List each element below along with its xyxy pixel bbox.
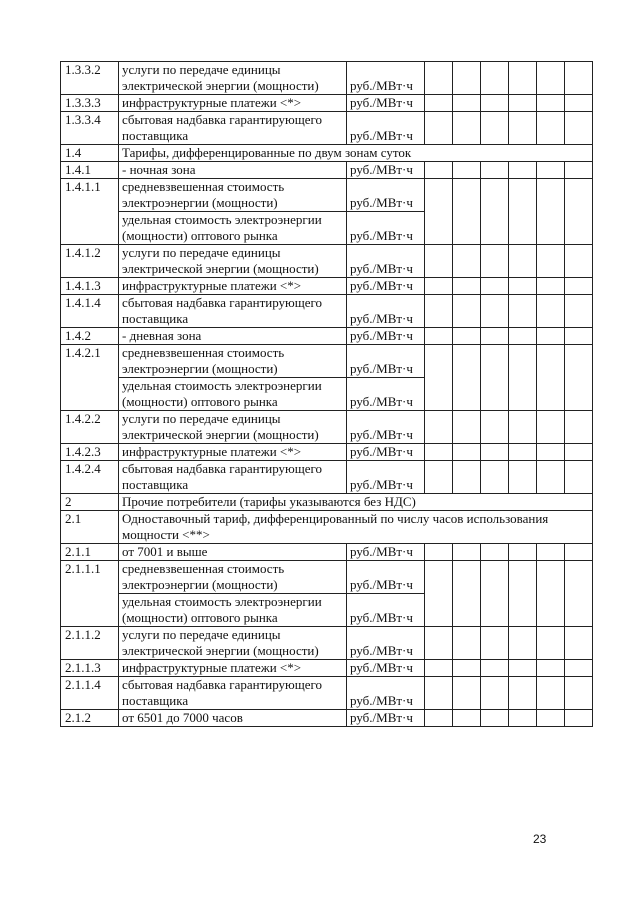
row-unit: руб./МВт·ч bbox=[347, 345, 425, 378]
value-cell bbox=[537, 245, 565, 278]
row-unit: руб./МВт·ч bbox=[347, 594, 425, 627]
value-cell bbox=[481, 461, 509, 494]
row-code: 2.1.1.2 bbox=[61, 627, 119, 660]
value-cell bbox=[565, 411, 593, 444]
value-cell bbox=[481, 95, 509, 112]
value-cell bbox=[509, 162, 537, 179]
table-row bbox=[61, 461, 593, 494]
value-cell bbox=[537, 62, 565, 95]
value-cell bbox=[453, 627, 481, 660]
value-cell bbox=[565, 245, 593, 278]
row-description: средневзвешенная стоимость электроэнергии (мощности) bbox=[119, 179, 347, 212]
row-description: от 6501 до 7000 часов bbox=[119, 710, 347, 727]
value-cell bbox=[453, 162, 481, 179]
value-cell bbox=[565, 561, 593, 627]
table-row bbox=[61, 245, 593, 278]
value-cell bbox=[565, 660, 593, 677]
value-cell bbox=[425, 295, 453, 328]
value-cell bbox=[509, 112, 537, 145]
value-cell bbox=[509, 411, 537, 444]
value-cell bbox=[537, 710, 565, 727]
value-cell bbox=[453, 278, 481, 295]
value-cell bbox=[537, 660, 565, 677]
value-cell bbox=[565, 627, 593, 660]
page-number: 23 bbox=[533, 832, 547, 846]
value-cell bbox=[425, 62, 453, 95]
value-cell bbox=[425, 677, 453, 710]
value-cell bbox=[565, 62, 593, 95]
row-code: 1.3.3.4 bbox=[61, 112, 119, 145]
value-cell bbox=[509, 461, 537, 494]
value-cell bbox=[509, 295, 537, 328]
value-cell bbox=[537, 411, 565, 444]
table-row bbox=[61, 179, 593, 212]
row-unit: руб./МВт·ч bbox=[347, 544, 425, 561]
value-cell bbox=[565, 345, 593, 411]
value-cell bbox=[481, 162, 509, 179]
value-cell bbox=[509, 278, 537, 295]
value-cell bbox=[537, 295, 565, 328]
row-description: инфраструктурные платежи <*> bbox=[119, 278, 347, 295]
row-code: 1.4.2.3 bbox=[61, 444, 119, 461]
table-row bbox=[61, 544, 593, 561]
row-code: 2.1.1.1 bbox=[61, 561, 119, 627]
row-unit: руб./МВт·ч bbox=[347, 710, 425, 727]
document-page bbox=[60, 61, 592, 727]
row-description: - ночная зона bbox=[119, 162, 347, 179]
table-row bbox=[61, 660, 593, 677]
table-row bbox=[61, 328, 593, 345]
value-cell bbox=[453, 345, 481, 411]
row-description: сбытовая надбавка гарантирующего поставщика bbox=[119, 295, 347, 328]
value-cell bbox=[537, 345, 565, 411]
row-code: 1.4.2.2 bbox=[61, 411, 119, 444]
value-cell bbox=[425, 162, 453, 179]
value-cell bbox=[509, 627, 537, 660]
row-unit: руб./МВт·ч bbox=[347, 162, 425, 179]
value-cell bbox=[453, 461, 481, 494]
value-cell bbox=[565, 162, 593, 179]
row-unit: руб./МВт·ч bbox=[347, 461, 425, 494]
value-cell bbox=[481, 660, 509, 677]
value-cell bbox=[537, 278, 565, 295]
value-cell bbox=[481, 328, 509, 345]
value-cell bbox=[565, 461, 593, 494]
value-cell bbox=[537, 544, 565, 561]
row-description: услуги по передаче единицы электрической энергии (мощности) bbox=[119, 411, 347, 444]
table-row bbox=[61, 112, 593, 145]
table-row bbox=[61, 278, 593, 295]
row-description: услуги по передаче единицы электрической энергии (мощности) bbox=[119, 62, 347, 95]
row-code: 1.4.2 bbox=[61, 328, 119, 345]
row-unit: руб./МВт·ч bbox=[347, 660, 425, 677]
row-unit: руб./МВт·ч bbox=[347, 95, 425, 112]
section-row bbox=[61, 511, 593, 544]
row-unit: руб./МВт·ч bbox=[347, 677, 425, 710]
value-cell bbox=[453, 62, 481, 95]
value-cell bbox=[509, 544, 537, 561]
value-cell bbox=[425, 328, 453, 345]
value-cell bbox=[509, 677, 537, 710]
value-cell bbox=[453, 561, 481, 627]
value-cell bbox=[509, 245, 537, 278]
value-cell bbox=[481, 278, 509, 295]
value-cell bbox=[537, 179, 565, 245]
row-description: средневзвешенная стоимость электроэнергии (мощности) bbox=[119, 345, 347, 378]
value-cell bbox=[425, 461, 453, 494]
row-code: 1.4.2.1 bbox=[61, 345, 119, 411]
value-cell bbox=[453, 710, 481, 727]
value-cell bbox=[537, 677, 565, 710]
section-title: Тарифы, дифференцированные по двум зонам суток bbox=[119, 145, 593, 162]
value-cell bbox=[565, 295, 593, 328]
row-code: 2.1.1.3 bbox=[61, 660, 119, 677]
table-row bbox=[61, 677, 593, 710]
row-description: удельная стоимость электроэнергии (мощности) оптового рынка bbox=[119, 212, 347, 245]
value-cell bbox=[565, 710, 593, 727]
value-cell bbox=[565, 95, 593, 112]
row-unit: руб./МВт·ч bbox=[347, 411, 425, 444]
value-cell bbox=[509, 345, 537, 411]
row-code: 1.4 bbox=[61, 145, 119, 162]
value-cell bbox=[425, 710, 453, 727]
value-cell bbox=[425, 544, 453, 561]
row-description: инфраструктурные платежи <*> bbox=[119, 95, 347, 112]
value-cell bbox=[537, 461, 565, 494]
row-unit: руб./МВт·ч bbox=[347, 295, 425, 328]
value-cell bbox=[453, 95, 481, 112]
value-cell bbox=[565, 179, 593, 245]
tariff-table bbox=[60, 61, 593, 727]
value-cell bbox=[453, 295, 481, 328]
value-cell bbox=[481, 444, 509, 461]
row-code: 1.4.1.2 bbox=[61, 245, 119, 278]
value-cell bbox=[481, 245, 509, 278]
value-cell bbox=[453, 179, 481, 245]
row-code: 1.3.3.2 bbox=[61, 62, 119, 95]
row-description: от 7001 и выше bbox=[119, 544, 347, 561]
row-description: сбытовая надбавка гарантирующего поставщика bbox=[119, 677, 347, 710]
table-row bbox=[61, 295, 593, 328]
value-cell bbox=[481, 295, 509, 328]
value-cell bbox=[537, 328, 565, 345]
row-code: 2.1.1 bbox=[61, 544, 119, 561]
value-cell bbox=[425, 660, 453, 677]
value-cell bbox=[425, 345, 453, 411]
value-cell bbox=[425, 561, 453, 627]
table-row bbox=[61, 411, 593, 444]
value-cell bbox=[509, 660, 537, 677]
value-cell bbox=[425, 444, 453, 461]
value-cell bbox=[537, 627, 565, 660]
row-code: 2.1.2 bbox=[61, 710, 119, 727]
row-unit: руб./МВт·ч bbox=[347, 179, 425, 212]
value-cell bbox=[453, 677, 481, 710]
value-cell bbox=[481, 62, 509, 95]
table-row bbox=[61, 627, 593, 660]
value-cell bbox=[425, 112, 453, 145]
value-cell bbox=[565, 328, 593, 345]
value-cell bbox=[509, 179, 537, 245]
row-description: услуги по передаче единицы электрической энергии (мощности) bbox=[119, 627, 347, 660]
value-cell bbox=[453, 411, 481, 444]
value-cell bbox=[509, 561, 537, 627]
row-description: сбытовая надбавка гарантирующего поставщика bbox=[119, 112, 347, 145]
value-cell bbox=[565, 544, 593, 561]
table-row bbox=[61, 444, 593, 461]
row-code: 2.1 bbox=[61, 511, 119, 544]
row-unit: руб./МВт·ч bbox=[347, 212, 425, 245]
value-cell bbox=[481, 112, 509, 145]
row-code: 1.4.2.4 bbox=[61, 461, 119, 494]
row-code: 1.4.1 bbox=[61, 162, 119, 179]
value-cell bbox=[481, 544, 509, 561]
value-cell bbox=[453, 660, 481, 677]
value-cell bbox=[537, 561, 565, 627]
value-cell bbox=[481, 411, 509, 444]
tariff-table-body bbox=[61, 62, 593, 727]
value-cell bbox=[481, 627, 509, 660]
value-cell bbox=[453, 112, 481, 145]
value-cell bbox=[481, 677, 509, 710]
row-unit: руб./МВт·ч bbox=[347, 378, 425, 411]
value-cell bbox=[537, 162, 565, 179]
row-code: 2 bbox=[61, 494, 119, 511]
row-unit: руб./МВт·ч bbox=[347, 328, 425, 345]
row-unit: руб./МВт·ч bbox=[347, 62, 425, 95]
value-cell bbox=[509, 62, 537, 95]
value-cell bbox=[565, 112, 593, 145]
row-code: 1.4.1.3 bbox=[61, 278, 119, 295]
value-cell bbox=[537, 444, 565, 461]
section-title: Прочие потребители (тарифы указываются без НДС) bbox=[119, 494, 593, 511]
row-description: инфраструктурные платежи <*> bbox=[119, 444, 347, 461]
value-cell bbox=[425, 245, 453, 278]
value-cell bbox=[481, 345, 509, 411]
row-unit: руб./МВт·ч bbox=[347, 245, 425, 278]
value-cell bbox=[481, 710, 509, 727]
row-unit: руб./МВт·ч bbox=[347, 627, 425, 660]
row-code: 1.4.1.1 bbox=[61, 179, 119, 245]
value-cell bbox=[537, 112, 565, 145]
value-cell bbox=[425, 411, 453, 444]
row-description: сбытовая надбавка гарантирующего поставщика bbox=[119, 461, 347, 494]
value-cell bbox=[509, 710, 537, 727]
row-unit: руб./МВт·ч bbox=[347, 278, 425, 295]
row-code: 2.1.1.4 bbox=[61, 677, 119, 710]
row-description: - дневная зона bbox=[119, 328, 347, 345]
value-cell bbox=[425, 179, 453, 245]
value-cell bbox=[453, 245, 481, 278]
table-row bbox=[61, 62, 593, 95]
row-code: 1.3.3.3 bbox=[61, 95, 119, 112]
table-row bbox=[61, 162, 593, 179]
row-description: удельная стоимость электроэнергии (мощности) оптового рынка bbox=[119, 378, 347, 411]
value-cell bbox=[425, 95, 453, 112]
row-description: средневзвешенная стоимость электроэнергии (мощности) bbox=[119, 561, 347, 594]
row-unit: руб./МВт·ч bbox=[347, 561, 425, 594]
row-description: инфраструктурные платежи <*> bbox=[119, 660, 347, 677]
value-cell bbox=[481, 179, 509, 245]
value-cell bbox=[453, 544, 481, 561]
table-row bbox=[61, 561, 593, 594]
value-cell bbox=[565, 677, 593, 710]
row-description: удельная стоимость электроэнергии (мощности) оптового рынка bbox=[119, 594, 347, 627]
value-cell bbox=[481, 561, 509, 627]
value-cell bbox=[565, 278, 593, 295]
value-cell bbox=[509, 444, 537, 461]
section-row bbox=[61, 145, 593, 162]
row-unit: руб./МВт·ч bbox=[347, 444, 425, 461]
table-row bbox=[61, 95, 593, 112]
value-cell bbox=[565, 444, 593, 461]
table-row bbox=[61, 345, 593, 378]
value-cell bbox=[425, 627, 453, 660]
row-unit: руб./МВт·ч bbox=[347, 112, 425, 145]
row-description: услуги по передаче единицы электрической энергии (мощности) bbox=[119, 245, 347, 278]
value-cell bbox=[509, 328, 537, 345]
value-cell bbox=[537, 95, 565, 112]
value-cell bbox=[453, 328, 481, 345]
row-code: 1.4.1.4 bbox=[61, 295, 119, 328]
section-title: Одноставочный тариф, дифференцированный по числу часов использования мощности <**> bbox=[119, 511, 593, 544]
value-cell bbox=[453, 444, 481, 461]
table-row bbox=[61, 710, 593, 727]
section-row bbox=[61, 494, 593, 511]
value-cell bbox=[425, 278, 453, 295]
value-cell bbox=[509, 95, 537, 112]
